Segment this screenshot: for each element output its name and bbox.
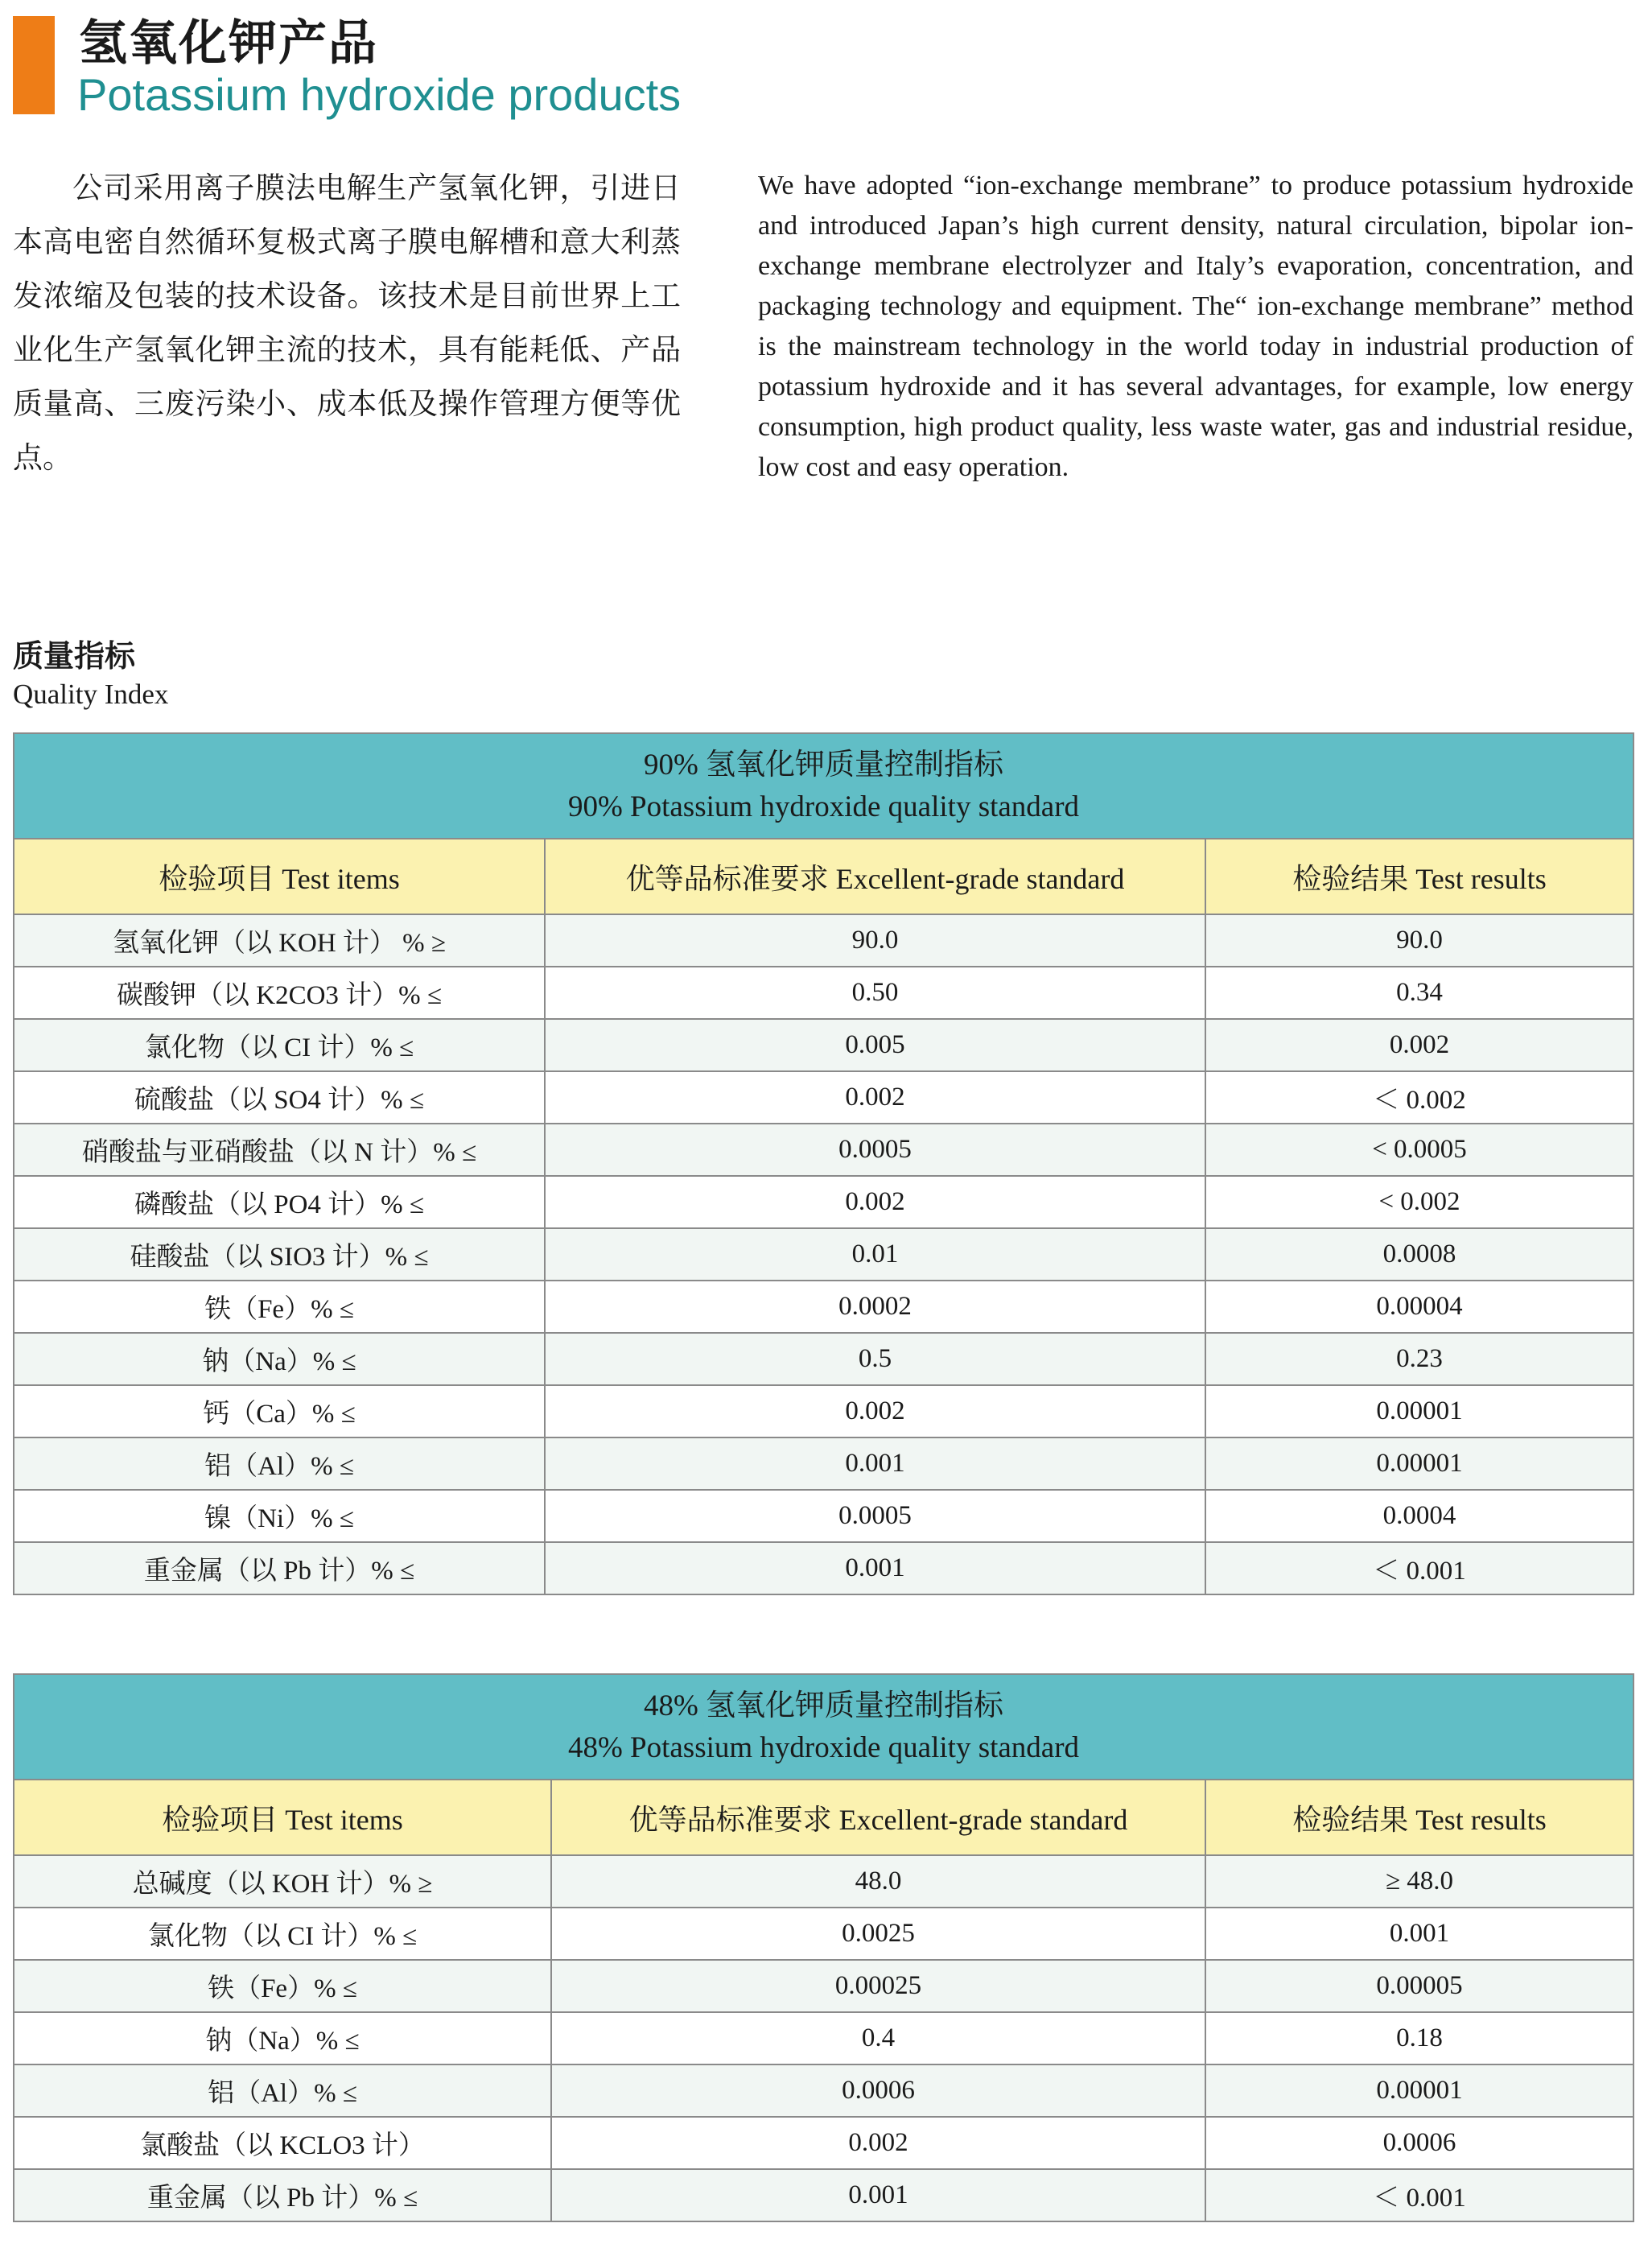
result-value-cell: 0.00005 bbox=[1205, 1960, 1633, 2012]
table-body bbox=[14, 1855, 1633, 2221]
column-header-test-items: 检验项目 Test items bbox=[14, 839, 545, 914]
table-caption-cn: 48% 氢氧化钾质量控制指标 bbox=[643, 1689, 1004, 1722]
test-item-cell: 钠（Na）% ≤ bbox=[14, 1333, 545, 1385]
table-row bbox=[14, 1960, 1633, 2012]
test-item-cell: 钠（Na）% ≤ bbox=[14, 2012, 551, 2064]
table-row bbox=[14, 1019, 1633, 1071]
test-item-cell: 碳酸钾（以 K2CO3 计）% ≤ bbox=[14, 967, 545, 1019]
table-body bbox=[14, 914, 1633, 1594]
table-row bbox=[14, 2064, 1633, 2117]
column-header-standard: 优等品标准要求 Excellent-grade standard bbox=[551, 1780, 1205, 1855]
column-header-standard: 优等品标准要求 Excellent-grade standard bbox=[545, 839, 1205, 914]
standard-value-cell: 48.0 bbox=[551, 1855, 1205, 1908]
table-row bbox=[14, 1490, 1633, 1542]
standard-value-cell: 0.002 bbox=[545, 1385, 1205, 1437]
table-row bbox=[14, 1124, 1633, 1176]
result-value-cell: 0.0004 bbox=[1205, 1490, 1633, 1542]
table-row bbox=[14, 1333, 1633, 1385]
table-row bbox=[14, 1281, 1633, 1333]
test-item-cell: 硝酸盐与亚硝酸盐（以 N 计）% ≤ bbox=[14, 1124, 545, 1176]
table-row bbox=[14, 967, 1633, 1019]
result-value-cell: 0.00001 bbox=[1205, 1385, 1633, 1437]
table-row bbox=[14, 1437, 1633, 1490]
result-value-cell: 0.00001 bbox=[1205, 1437, 1633, 1490]
standard-value-cell: 0.01 bbox=[545, 1228, 1205, 1281]
test-item-cell: 钙（Ca）% ≤ bbox=[14, 1385, 545, 1437]
standard-value-cell: 0.001 bbox=[545, 1437, 1205, 1490]
section-title-cn: 质量指标 bbox=[13, 638, 136, 674]
standard-value-cell: 0.50 bbox=[545, 967, 1205, 1019]
test-item-cell: 重金属（以 Pb 计）% ≤ bbox=[14, 2169, 551, 2221]
column-header-test-items: 检验项目 Test items bbox=[14, 1780, 551, 1855]
result-value-cell: 0.0008 bbox=[1205, 1228, 1633, 1281]
section-title-en: Quality Index bbox=[13, 679, 169, 710]
result-value-cell: 0.23 bbox=[1205, 1333, 1633, 1385]
standard-value-cell: 0.0006 bbox=[551, 2064, 1205, 2117]
table-caption-cn: 90% 氢氧化钾质量控制指标 bbox=[643, 748, 1004, 782]
table-row bbox=[14, 1176, 1633, 1228]
result-value-cell: ＜ 0.001 bbox=[1205, 1542, 1633, 1594]
result-value-cell: ＜ 0.002 bbox=[1205, 1071, 1633, 1124]
result-value-cell: ≥ 48.0 bbox=[1205, 1855, 1633, 1908]
test-item-cell: 铁（Fe）% ≤ bbox=[14, 1281, 545, 1333]
test-item-cell: 铝（Al）% ≤ bbox=[14, 1437, 545, 1490]
table-row bbox=[14, 2169, 1633, 2221]
standard-value-cell: 90.0 bbox=[545, 914, 1205, 967]
result-value-cell: < 0.0005 bbox=[1205, 1124, 1633, 1176]
result-value-cell: ＜ 0.001 bbox=[1205, 2169, 1633, 2221]
table-row bbox=[14, 1071, 1633, 1124]
test-item-cell: 总碱度（以 KOH 计）% ≥ bbox=[14, 1855, 551, 1908]
table-caption-en: 90% Potassium hydroxide quality standard bbox=[567, 790, 1080, 823]
table-row bbox=[14, 1908, 1633, 1960]
result-value-cell: 0.0006 bbox=[1205, 2117, 1633, 2169]
result-value-cell: 0.00001 bbox=[1205, 2064, 1633, 2117]
test-item-cell: 重金属（以 Pb 计）% ≤ bbox=[14, 1542, 545, 1594]
standard-value-cell: 0.5 bbox=[545, 1333, 1205, 1385]
standard-value-cell: 0.002 bbox=[551, 2117, 1205, 2169]
page-title-en: Potassium hydroxide products bbox=[77, 69, 682, 120]
test-item-cell: 氯化物（以 CI 计）% ≤ bbox=[14, 1019, 545, 1071]
table-row bbox=[14, 1855, 1633, 1908]
result-value-cell: 0.001 bbox=[1205, 1908, 1633, 1960]
standard-value-cell: 0.0002 bbox=[545, 1281, 1205, 1333]
table-row bbox=[14, 2012, 1633, 2064]
table-row bbox=[14, 914, 1633, 967]
standard-value-cell: 0.4 bbox=[551, 2012, 1205, 2064]
page-title-cn: 氢氧化钾产品 bbox=[79, 15, 378, 72]
result-value-cell: 0.00004 bbox=[1205, 1281, 1633, 1333]
table-row bbox=[14, 1385, 1633, 1437]
result-value-cell: 90.0 bbox=[1205, 914, 1633, 967]
intro-paragraph-en: We have adopted “ion-exchange membrane” to produce potassium hydroxide and introduced Japan’s high current density, natural circulation, bipolar ion-exchange membrane electrolyzer and Italy’s evaporation, concentration, and packaging technology and equipment. The“ ion-exchange membrane” method is the mainstream technology in the world today in industrial production of potassium hydroxide and it has several advantages, for example, low energy consumption, high product quality, less waste water, gas and industrial residue, low cost and easy operation. bbox=[758, 171, 1633, 482]
test-item-cell: 氢氧化钾（以 KOH 计） % ≥ bbox=[14, 914, 545, 967]
table-caption bbox=[14, 733, 1633, 839]
column-header-results: 检验结果 Test results bbox=[1205, 839, 1633, 914]
standard-value-cell: 0.002 bbox=[545, 1071, 1205, 1124]
column-header-results: 检验结果 Test results bbox=[1205, 1780, 1633, 1855]
standard-value-cell: 0.0005 bbox=[545, 1490, 1205, 1542]
quality-table-90 bbox=[13, 732, 1634, 1595]
test-item-cell: 硫酸盐（以 SO4 计）% ≤ bbox=[14, 1071, 545, 1124]
table-row bbox=[14, 1542, 1633, 1594]
test-item-cell: 铁（Fe）% ≤ bbox=[14, 1960, 551, 2012]
table-row bbox=[14, 1228, 1633, 1281]
result-value-cell: 0.002 bbox=[1205, 1019, 1633, 1071]
quality-table-48 bbox=[13, 1673, 1634, 2222]
test-item-cell: 磷酸盐（以 PO4 计）% ≤ bbox=[14, 1176, 545, 1228]
result-value-cell: 0.34 bbox=[1205, 967, 1633, 1019]
test-item-cell: 铝（Al）% ≤ bbox=[14, 2064, 551, 2117]
standard-value-cell: 0.001 bbox=[551, 2169, 1205, 2221]
result-value-cell: 0.18 bbox=[1205, 2012, 1633, 2064]
table-row bbox=[14, 2117, 1633, 2169]
test-item-cell: 氯酸盐（以 KCLO3 计） bbox=[14, 2117, 551, 2169]
table-caption bbox=[14, 1674, 1633, 1780]
intro-paragraph-cn: 公司采用离子膜法电解生产氢氧化钾，引进日本高电密自然循环复极式离子膜电解槽和意大利蒸发浓缩及包装的技术设备。该技术是目前世界上工业化生产氢氧化钾主流的技术，具有能耗低、产品质量高、三废污染小、成本低及操作管理方便等优点。 bbox=[13, 171, 681, 475]
standard-value-cell: 0.0005 bbox=[545, 1124, 1205, 1176]
standard-value-cell: 0.00025 bbox=[551, 1960, 1205, 2012]
table-caption-en: 48% Potassium hydroxide quality standard bbox=[567, 1730, 1080, 1764]
test-item-cell: 氯化物（以 CI 计）% ≤ bbox=[14, 1908, 551, 1960]
title-accent-bar bbox=[13, 16, 55, 114]
standard-value-cell: 0.0025 bbox=[551, 1908, 1205, 1960]
standard-value-cell: 0.001 bbox=[545, 1542, 1205, 1594]
standard-value-cell: 0.002 bbox=[545, 1176, 1205, 1228]
standard-value-cell: 0.005 bbox=[545, 1019, 1205, 1071]
result-value-cell: < 0.002 bbox=[1205, 1176, 1633, 1228]
test-item-cell: 硅酸盐（以 SIO3 计）% ≤ bbox=[14, 1228, 545, 1281]
test-item-cell: 镍（Ni）% ≤ bbox=[14, 1490, 545, 1542]
